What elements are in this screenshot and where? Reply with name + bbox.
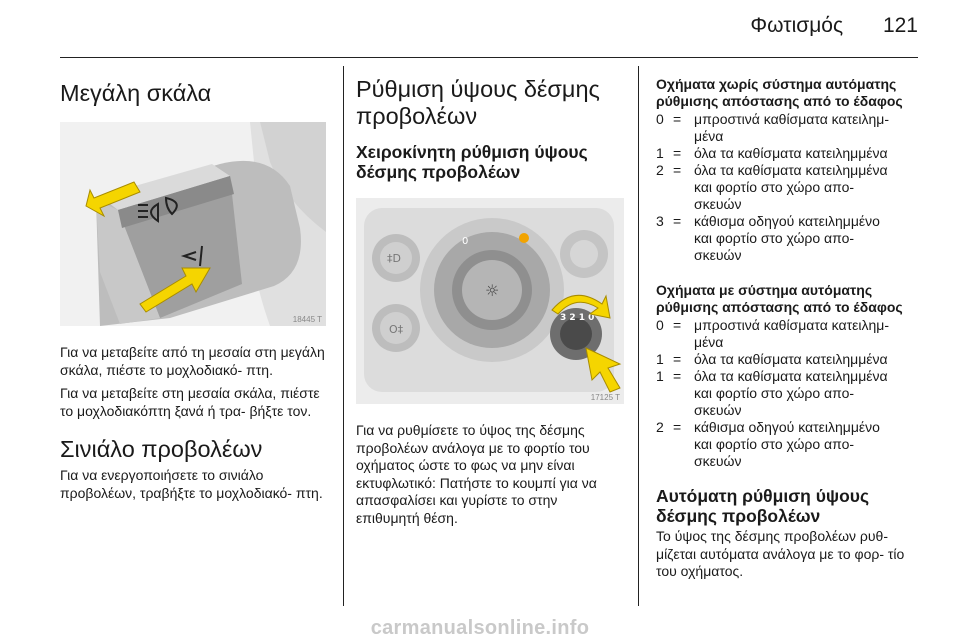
svg-text:O‡: O‡ <box>389 323 404 336</box>
list-item: 1 = όλα τα καθίσματα κατειλημμένα <box>656 145 888 161</box>
foglight-indicator <box>519 233 529 243</box>
knob-zero-label: 0 <box>462 236 469 247</box>
stalk-illustration <box>60 122 326 326</box>
heading-auto-height: Αυτόματη ρύθμιση ύψους δέσμης προβολέων <box>656 486 870 526</box>
list-item: 0 = μπροστινά καθίσματα κατειλημ- μένα <box>656 111 889 144</box>
column-3 <box>656 72 924 581</box>
knob-illustration <box>356 198 624 404</box>
paragraph-3: Για να ενεργοποιήσετε το σινιάλο προβολέων, τραβήξτε το μοχλοδιακό- πτη. <box>60 467 323 501</box>
page-number: 121 <box>882 14 918 37</box>
figure-knob <box>356 198 624 404</box>
heading-beam-height: Ρύθμιση ύψους δέσμης προβολέων <box>356 76 600 129</box>
list-item: 1 = όλα τα καθίσματα κατειλημμένα <box>656 351 888 367</box>
column-1 <box>60 72 326 502</box>
figure-number: 18445 T <box>292 315 322 324</box>
paragraph-auto: Το ύψος της δέσμης προβολέων ρυθ- μίζεται αυτόματα ανάλογα με το φορ- τίο του οχήματος. <box>656 528 905 579</box>
list-item: 3 = κάθισμα οδηγού κατειλημμένο και φορτίο στο χώρο απο- σκευών <box>656 213 880 263</box>
list-item: 2 = όλα τα καθίσματα κατειλημμένα και φορτίο στο χώρο απο- σκευών <box>656 162 888 212</box>
figure-number: 17125 T <box>590 393 620 402</box>
list2-heading: Οχήματα με σύστημα αυτόματης ρύθμισης απόστασης από το έδαφος <box>656 282 903 315</box>
column-divider-1 <box>343 66 344 606</box>
page-header <box>750 14 918 38</box>
column-divider-2 <box>638 66 639 606</box>
svg-text:‡D: ‡D <box>387 252 401 265</box>
paragraph-manual: Για να ρυθμίσετε το ύψος της δέσμης προβολέων ανάλογα με το φορτίο του οχήματος ώστε το φως να μην είναι εκτυφλωτικό: Πατήστε το κουμπί για να απασφαλίσει και γυρίστε το στην επιθυμητή θέση. <box>356 422 597 526</box>
list1-heading: Οχήματα χωρίς σύστημα αυτόματης ρύθμισης απόστασης από το έδαφος <box>656 76 903 109</box>
watermark: carmanualsonline.info <box>370 617 590 639</box>
subheading-manual: Χειροκίνητη ρύθμιση ύψους δέσμης προβολέων <box>356 142 588 182</box>
heading-high-beam: Μεγάλη σκάλα <box>60 80 212 106</box>
list-item: 2 = κάθισμα οδηγού κατειλημμένο και φορτίο στο χώρο απο- σκευών <box>656 419 880 469</box>
list-item: 0 = μπροστινά καθίσματα κατειλημ- μένα <box>656 317 889 350</box>
list-with-auto <box>656 317 889 470</box>
figure-stalk <box>60 122 326 326</box>
paragraph-1: Για να μεταβείτε από τη μεσαία στη μεγάλη σκάλα, πιέστε το μοχλοδιακό- πτη. <box>60 344 325 378</box>
list-without-auto <box>656 111 889 264</box>
svg-text:☼: ☼ <box>485 281 500 300</box>
heading-flash: Σινιάλο προβολέων <box>60 436 263 462</box>
section-title: Φωτισμός <box>750 14 844 37</box>
header-rule <box>60 57 918 58</box>
dial-numbers: 3 2 1 0 <box>560 313 595 323</box>
list-item: 1 = όλα τα καθίσματα κατειλημμένα και φορτίο στο χώρο απο- σκευών <box>656 368 888 418</box>
column-2 <box>356 72 624 527</box>
paragraph-2: Για να μεταβείτε στη μεσαία σκάλα, πιέστε το μοχλοδιακόπτη ξανά ή τρα- βήξτε τον. <box>60 385 320 419</box>
